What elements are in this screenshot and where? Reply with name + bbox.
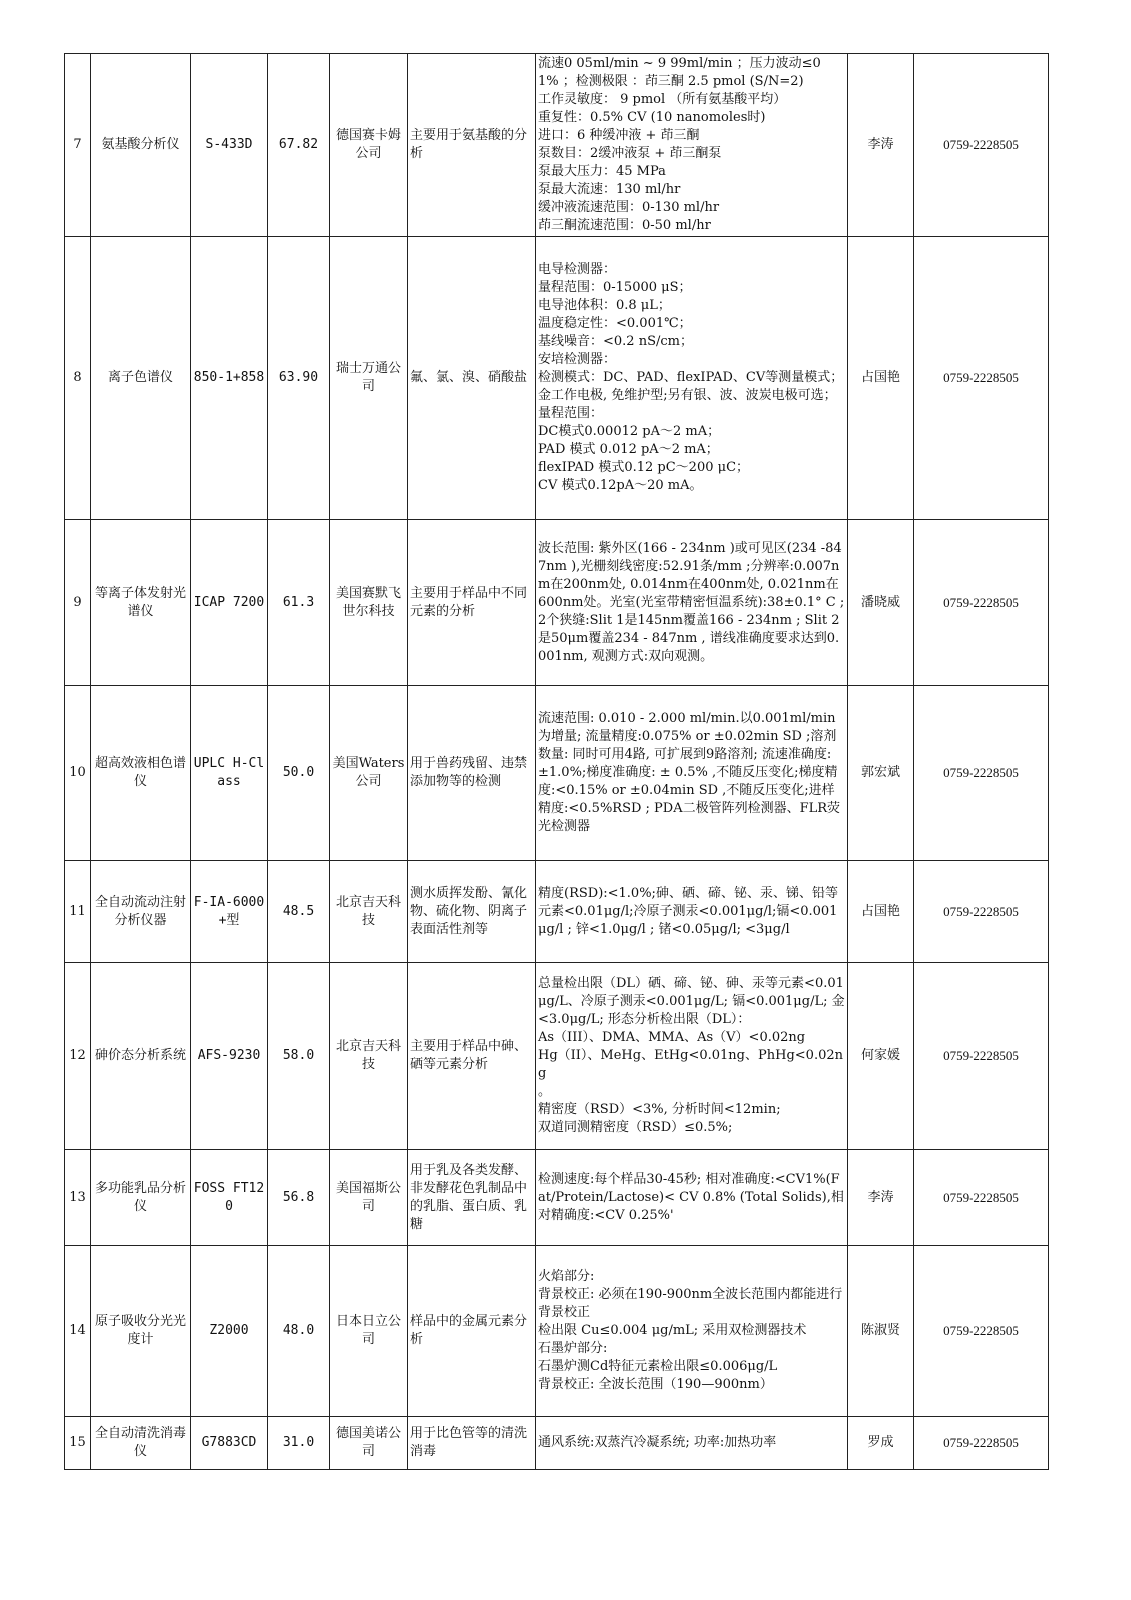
spec-line: 流速范围: 0.010 - 2.000 ml/min.以0.001ml/min 为增量; 流量精度:0.075% or ±0.02min SD ;溶剂数量: 同时可用4路, 可扩展到9路溶剂; 流速准确度: ±1.0%;梯度准确度: ± 0.5% ,不随反压变化;梯度精度:<0.15% or ±0.04min SD ,不随反压变化;进样精度:<0.5%RSD ; PDA二极管阵列检测器、FLR荧光检测器 xyxy=(538,711,841,834)
spec-line: As（III）、DMA、MMA、As（V）<0.02ng xyxy=(538,1030,806,1045)
instrument-price: 61.3 xyxy=(268,520,330,686)
spec-line: 总量检出限（DL）硒、碲、铋、砷、汞等元素<0.01μg/L、冷原子测汞<0.001μg/L; 镉<0.001μg/L; 金<3.0μg/L; 形态分析检出限（DL）： xyxy=(538,976,845,1027)
spec-line: DC模式0.00012 pA～2 mA； xyxy=(538,424,721,439)
instrument-model: Z2000 xyxy=(191,1246,268,1417)
application: 主要用于样品中不同元素的分析 xyxy=(408,520,536,686)
contact-phone: 0759-2228505 xyxy=(914,520,1049,686)
application: 主要用于氨基酸的分析 xyxy=(408,54,536,237)
instrument-model: ICAP 7200 xyxy=(191,520,268,686)
contact-person: 何家媛 xyxy=(848,963,914,1150)
instrument-model: 850-1+858 xyxy=(191,237,268,520)
instrument-name: 多功能乳品分析仪 xyxy=(91,1150,191,1246)
specifications xyxy=(536,237,848,520)
instrument-name: 氨基酸分析仪 xyxy=(91,54,191,237)
contact-person: 郭宏斌 xyxy=(848,686,914,861)
spec-line: 检出限 Cu≤0.004 μg/mL; 采用双检测器技术 xyxy=(538,1323,807,1338)
spec-line: 工作灵敏度： 9 pmol （所有氨基酸平均） xyxy=(538,92,787,107)
spec-line: 。 xyxy=(538,1084,552,1099)
contact-person: 李涛 xyxy=(848,1150,914,1246)
spec-line: 石墨炉部分: xyxy=(538,1341,608,1356)
row-number: 14 xyxy=(65,1246,91,1417)
contact-phone: 0759-2228505 xyxy=(914,1246,1049,1417)
row-number: 7 xyxy=(65,54,91,237)
spec-line: 波长范围: 紫外区(166 - 234nm )或可见区(234 -847nm ),光栅刻线密度:52.91条/mm ;分辨率:0.007nm在200nm处, 0.014nm在400nm处, 0.021nm在600nm处。光室(光室带精密恒温系统):38±0.1° C ; 2个狭缝:Slit 1是145nm覆盖166 - 234nm ; Slit 2是50μm覆盖234 - 847nm , 谱线准确度要求达到0.001nm, 观测方式:双向观测。 xyxy=(538,540,845,664)
manufacturer: 瑞士万通公司 xyxy=(330,237,408,520)
spec-line: 双道同测精密度（RSD）≤0.5%; xyxy=(538,1120,733,1135)
instrument-price: 31.0 xyxy=(268,1417,330,1470)
instrument-name: 等离子体发射光谱仪 xyxy=(91,520,191,686)
spec-line: 金工作电极, 免维护型;另有银、波、波炭电极可选； xyxy=(538,388,837,403)
manufacturer: 北京吉天科技 xyxy=(330,963,408,1150)
table-row xyxy=(65,1246,1049,1417)
row-number: 15 xyxy=(65,1417,91,1470)
instrument-name: 砷价态分析系统 xyxy=(91,963,191,1150)
application: 氟、氯、溴、硝酸盐 xyxy=(408,237,536,520)
spec-line: 流速0 05ml/min ~ 9 99ml/min ；压力波动≤0 1% ；检测极限 ：茚三酮 2.5 pmol (S/N=2) xyxy=(538,56,821,89)
contact-phone: 0759-2228505 xyxy=(914,237,1049,520)
table-row xyxy=(65,54,1049,237)
instrument-price: 48.0 xyxy=(268,1246,330,1417)
row-number: 8 xyxy=(65,237,91,520)
spec-line: 石墨炉测Cd特征元素检出限≤0.006μg/L xyxy=(538,1359,778,1374)
application: 样品中的金属元素分析 xyxy=(408,1246,536,1417)
spec-line: 缓冲液流速范围：0-130 ml/hr xyxy=(538,200,720,215)
contact-person: 陈淑贤 xyxy=(848,1246,914,1417)
instrument-name: 原子吸收分光光度计 xyxy=(91,1246,191,1417)
instrument-model: FOSS FT120 xyxy=(191,1150,268,1246)
contact-phone: 0759-2228505 xyxy=(914,963,1049,1150)
manufacturer: 日本日立公司 xyxy=(330,1246,408,1417)
table-row xyxy=(65,1417,1049,1470)
manufacturer: 北京吉天科技 xyxy=(330,861,408,963)
spec-line: Hg（II）、MeHg、EtHg<0.01ng、PhHg<0.02ng xyxy=(538,1048,843,1081)
instrument-model: AFS-9230 xyxy=(191,963,268,1150)
instrument-model: F-IA-6000+型 xyxy=(191,861,268,963)
application: 用于兽药残留、违禁添加物等的检测 xyxy=(408,686,536,861)
instrument-price: 67.82 xyxy=(268,54,330,237)
contact-person: 罗成 xyxy=(848,1417,914,1470)
spec-line: 火焰部分: xyxy=(538,1269,595,1284)
spec-line: 电导检测器： xyxy=(538,262,617,277)
instrument-name: 全自动流动注射分析仪器 xyxy=(91,861,191,963)
contact-phone: 0759-2228505 xyxy=(914,861,1049,963)
spec-line: flexIPAD 模式0.12 pC～200 μC； xyxy=(538,460,750,475)
application: 用于乳及各类发酵、非发酵花色乳制品中的乳脂、蛋白质、乳糖 xyxy=(408,1150,536,1246)
spec-line: 电导池体积：0.8 μL； xyxy=(538,298,671,313)
contact-phone: 0759-2228505 xyxy=(914,54,1049,237)
manufacturer: 德国美诺公司 xyxy=(330,1417,408,1470)
spec-line: 泵最大流速：130 ml/hr xyxy=(538,182,681,197)
instrument-price: 58.0 xyxy=(268,963,330,1150)
manufacturer: 美国福斯公司 xyxy=(330,1150,408,1246)
instrument-price: 50.0 xyxy=(268,686,330,861)
contact-person: 潘晓威 xyxy=(848,520,914,686)
spec-line: 检测速度:每个样品30-45秒; 相对准确度:<CV1%(Fat/Protein/Lactose)< CV 0.8% (Total Solids),相对精确度:<CV 0.25%' xyxy=(538,1171,844,1223)
spec-line: 茚三酮流速范围：0-50 ml/hr xyxy=(538,218,711,233)
equipment-table xyxy=(64,53,1049,1470)
row-number: 9 xyxy=(65,520,91,686)
specifications xyxy=(536,963,848,1150)
table-row xyxy=(65,861,1049,963)
instrument-model: UPLC H-Class xyxy=(191,686,268,861)
spec-line: 进口：6 种缓冲液 + 茚三酮 xyxy=(538,128,700,143)
spec-line: 背景校正: 全波长范围（190—900nm） xyxy=(538,1377,773,1392)
application: 用于比色管等的清洗消毒 xyxy=(408,1417,536,1470)
contact-phone: 0759-2228505 xyxy=(914,1150,1049,1246)
instrument-name: 离子色谱仪 xyxy=(91,237,191,520)
specifications xyxy=(536,1246,848,1417)
specifications xyxy=(536,520,848,686)
specifications xyxy=(536,1150,848,1246)
instrument-name: 全自动清洗消毒仪 xyxy=(91,1417,191,1470)
spec-line: 量程范围：0-15000 μS； xyxy=(538,280,692,295)
instrument-price: 63.90 xyxy=(268,237,330,520)
spec-line: 温度稳定性：<0.001℃； xyxy=(538,316,692,331)
row-number: 12 xyxy=(65,963,91,1150)
manufacturer: 美国赛默飞世尔科技 xyxy=(330,520,408,686)
table-row xyxy=(65,237,1049,520)
application: 主要用于样品中砷、硒等元素分析 xyxy=(408,963,536,1150)
instrument-name: 超高效液相色谱仪 xyxy=(91,686,191,861)
specifications xyxy=(536,686,848,861)
instrument-model: S-433D xyxy=(191,54,268,237)
spec-line: 量程范围： xyxy=(538,406,604,421)
instrument-price: 48.5 xyxy=(268,861,330,963)
table-body xyxy=(65,54,1049,1470)
row-number: 11 xyxy=(65,861,91,963)
spec-line: 重复性：0.5% CV (10 nanomoles时) xyxy=(538,110,766,125)
instrument-price: 56.8 xyxy=(268,1150,330,1246)
row-number: 10 xyxy=(65,686,91,861)
spec-line: 精度(RSD):<1.0%;砷、硒、碲、铋、汞、锑、铅等元素<0.01μg/l;冷原子测汞<0.001μg/l;镉<0.001μg/l ; 锌<1.0μg/l ; 锗<0.05μg/l; <3μg/l xyxy=(538,885,838,937)
row-number: 13 xyxy=(65,1150,91,1246)
specifications xyxy=(536,54,848,237)
spec-line: 泵数目：2缓冲液泵 + 茚三酮泵 xyxy=(538,146,722,161)
contact-person: 占国艳 xyxy=(848,237,914,520)
spec-line: 精密度（RSD）<3%, 分析时间<12min; xyxy=(538,1102,781,1117)
spec-line: CV 模式0.12pA～20 mA。 xyxy=(538,478,703,493)
spec-line: 通风系统:双蒸汽冷凝系统; 功率:加热功率 xyxy=(538,1435,777,1450)
table-row xyxy=(65,520,1049,686)
spec-line: 背景校正: 必须在190-900nm全波长范围内都能进行背景校正 xyxy=(538,1287,843,1320)
spec-line: 安培检测器： xyxy=(538,352,617,367)
spec-line: 检测模式：DC、PAD、flexIPAD、CV等测量模式； xyxy=(538,370,844,385)
spec-line: 基线噪音：<0.2 nS/cm； xyxy=(538,334,693,349)
specifications xyxy=(536,861,848,963)
contact-phone: 0759-2228505 xyxy=(914,686,1049,861)
contact-person: 占国艳 xyxy=(848,861,914,963)
spec-line: 泵最大压力：45 MPa xyxy=(538,164,666,179)
table-row xyxy=(65,1150,1049,1246)
manufacturer: 美国Waters公司 xyxy=(330,686,408,861)
contact-person: 李涛 xyxy=(848,54,914,237)
application: 测水质挥发酚、氰化物、硫化物、阴离子表面活性剂等 xyxy=(408,861,536,963)
table-row xyxy=(65,686,1049,861)
table-row xyxy=(65,963,1049,1150)
spec-line: PAD 模式 0.012 pA～2 mA； xyxy=(538,442,719,457)
manufacturer: 德国赛卡姆公司 xyxy=(330,54,408,237)
contact-phone: 0759-2228505 xyxy=(914,1417,1049,1470)
instrument-model: G7883CD xyxy=(191,1417,268,1470)
specifications xyxy=(536,1417,848,1470)
